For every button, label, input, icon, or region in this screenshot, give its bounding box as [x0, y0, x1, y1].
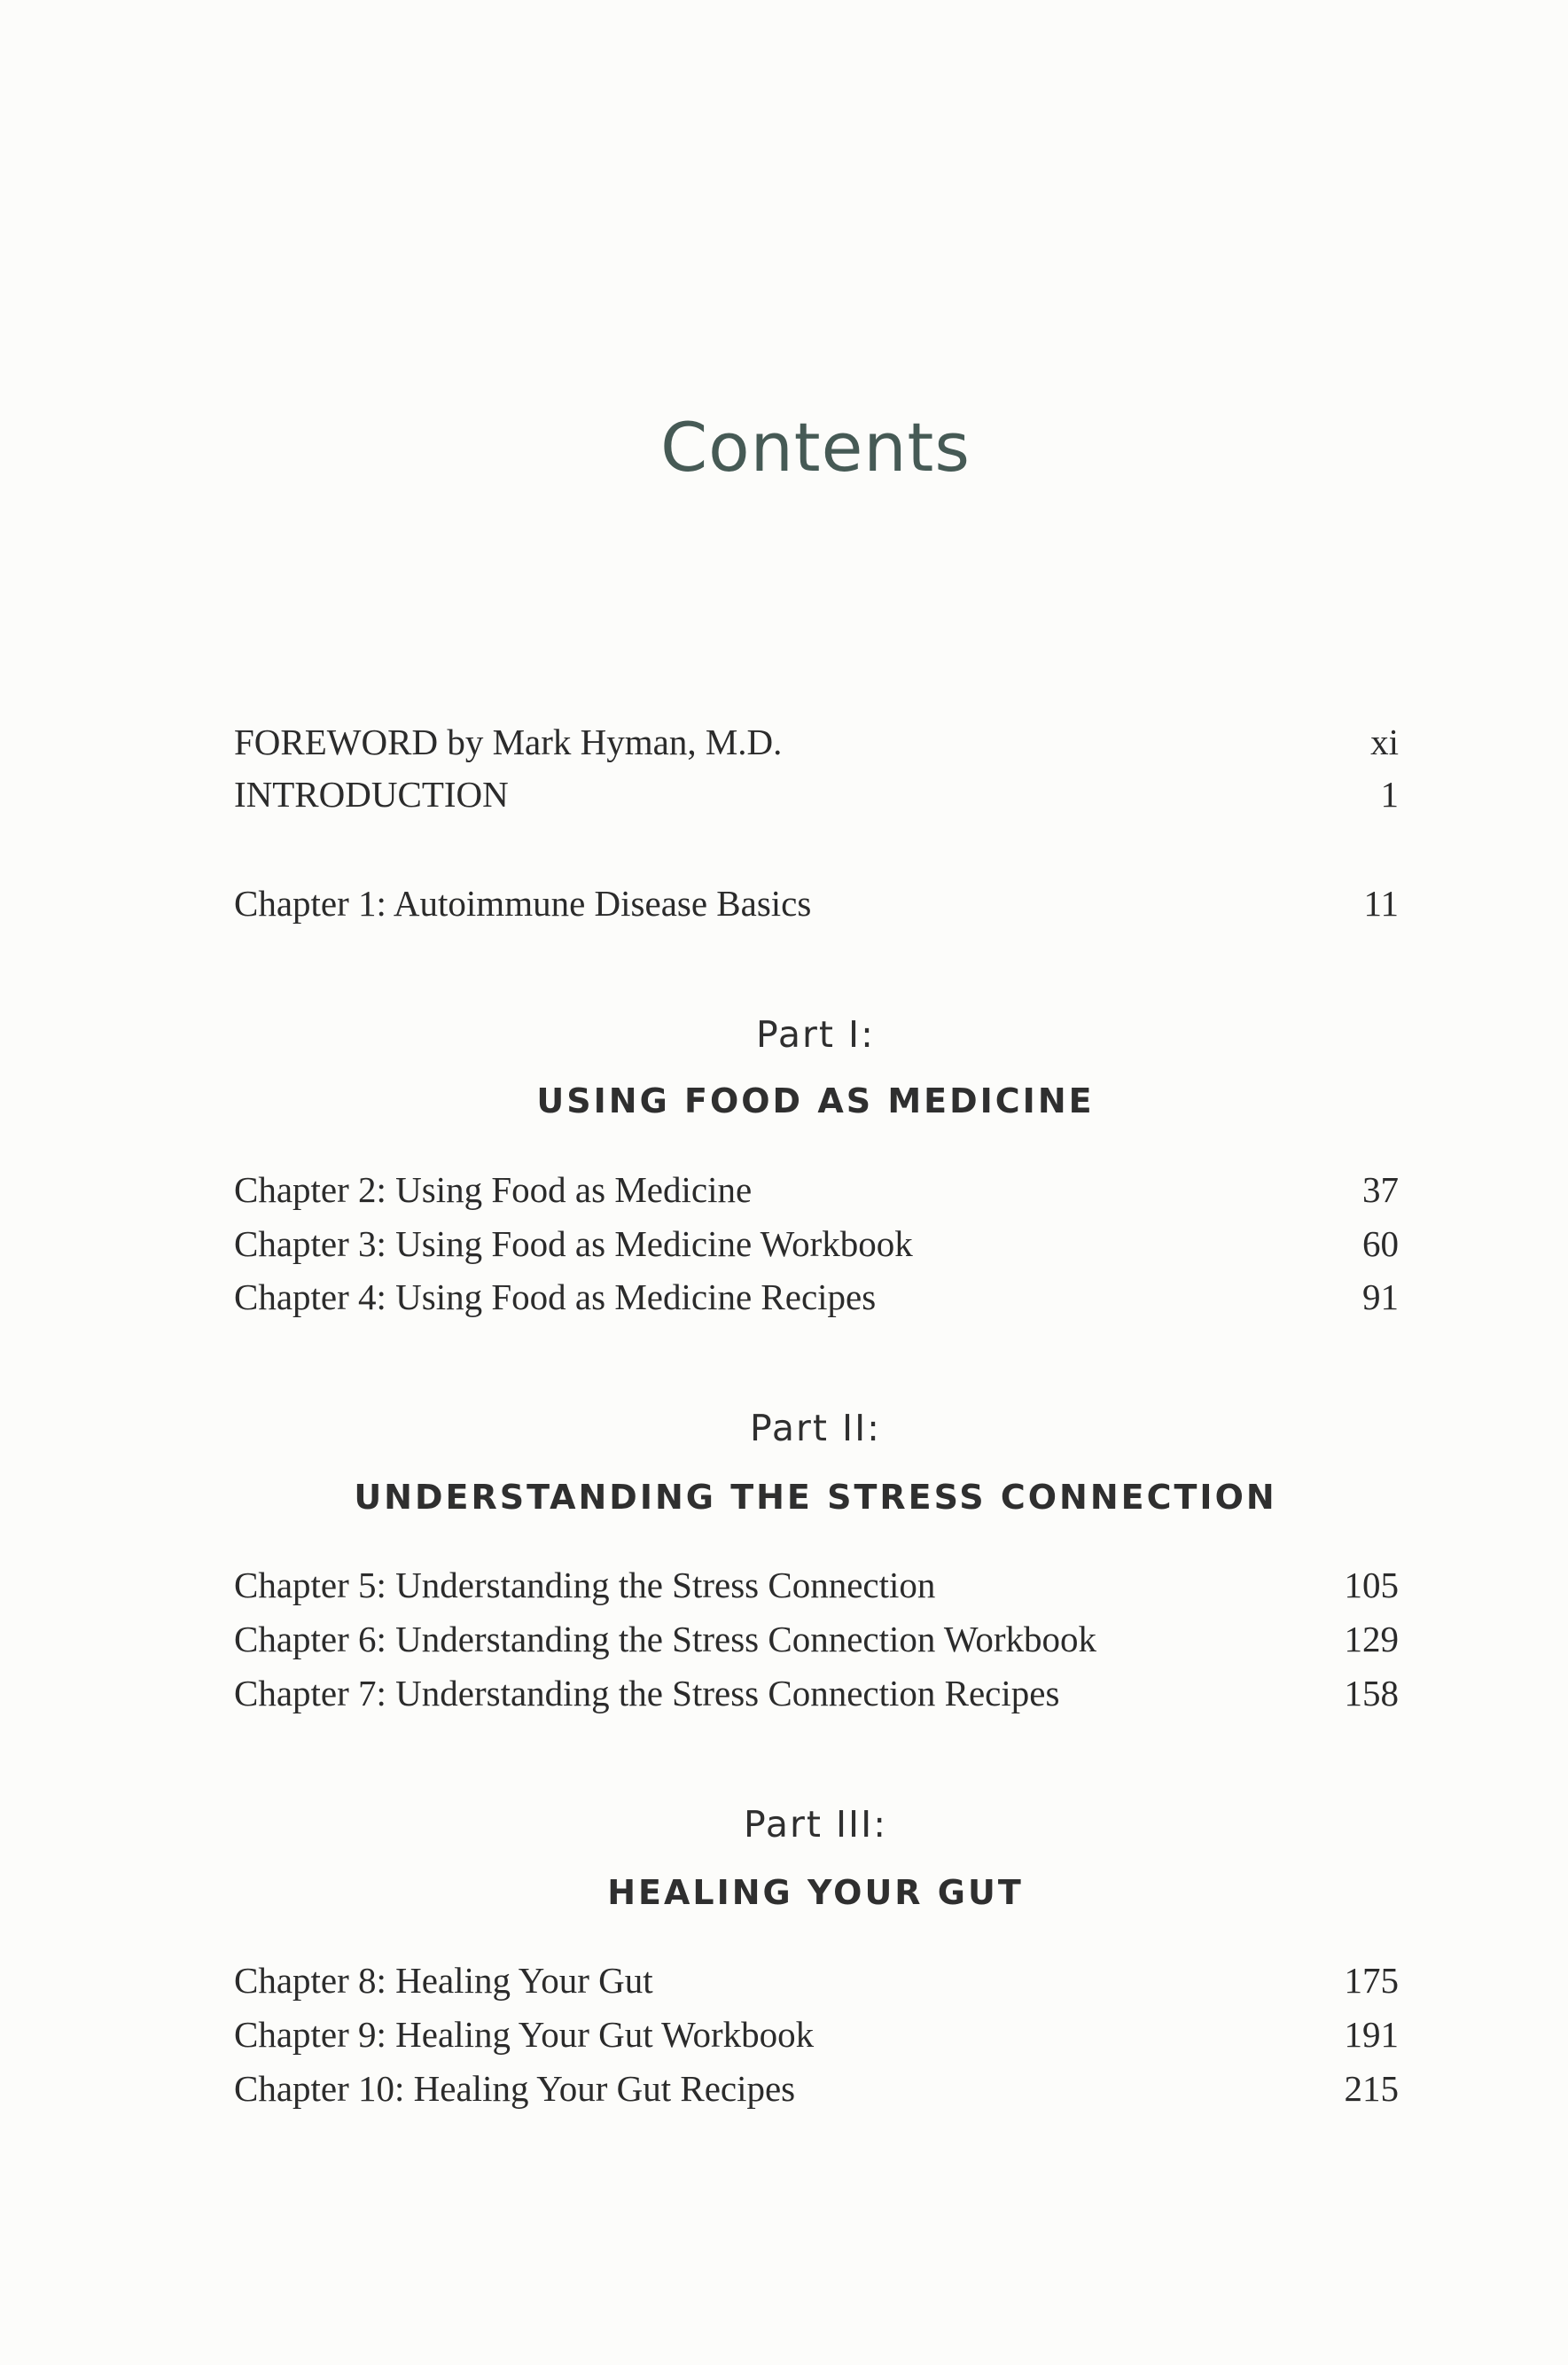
entry-page: 105 — [1344, 1565, 1399, 1605]
entry-label: Chapter 7: Understanding the Stress Connection Recipes — [234, 1673, 1060, 1713]
entry-label: Chapter 1: Autoimmune Disease Basics — [234, 883, 812, 924]
entry-page: 129 — [1344, 1619, 1399, 1659]
toc-entry — [234, 2008, 1399, 2061]
entry-page: 215 — [1344, 2068, 1399, 2109]
entry-label: Chapter 3: Using Food as Medicine Workbook — [234, 1223, 913, 1264]
entry-label: Chapter 6: Understanding the Stress Connection Workbook — [234, 1619, 1096, 1659]
toc-entry — [234, 877, 1399, 930]
toc-entry — [234, 1666, 1399, 1720]
entry-page: xi — [1370, 722, 1399, 762]
entry-page: 11 — [1363, 883, 1399, 924]
toc-entry — [234, 1612, 1399, 1666]
entry-label: Chapter 10: Healing Your Gut Recipes — [234, 2068, 796, 2109]
toc-entry — [234, 1954, 1399, 2007]
toc-entry — [234, 2062, 1399, 2115]
part-number: Part III: — [743, 1803, 888, 1846]
toc-entry — [234, 1558, 1399, 1612]
entry-label: Chapter 9: Healing Your Gut Workbook — [234, 2014, 815, 2055]
entry-label: Chapter 2: Using Food as Medicine — [234, 1169, 753, 1210]
toc-entry — [234, 1270, 1399, 1323]
part-name: UNDERSTANDING THE STRESS CONNECTION — [354, 1478, 1277, 1517]
entry-page: 191 — [1344, 2014, 1399, 2055]
entry-label: Chapter 5: Understanding the Stress Connection — [234, 1565, 936, 1605]
entry-page: 158 — [1344, 1673, 1399, 1713]
page-title: Contents — [660, 408, 971, 487]
part-number: Part I: — [756, 1013, 875, 1056]
entry-page: 91 — [1362, 1276, 1399, 1317]
entry-label: INTRODUCTION — [234, 774, 509, 815]
entry-label: Chapter 4: Using Food as Medicine Recipes — [234, 1276, 877, 1317]
entry-page: 60 — [1362, 1223, 1399, 1264]
toc-entry — [234, 1163, 1399, 1216]
part-name: USING FOOD AS MEDICINE — [536, 1081, 1095, 1120]
entry-page: 175 — [1344, 1960, 1399, 2001]
part-number: Part II: — [750, 1407, 881, 1449]
entry-page: 37 — [1362, 1169, 1399, 1210]
part-name: HEALING YOUR GUT — [607, 1873, 1024, 1912]
entry-label: FOREWORD by Mark Hyman, M.D. — [234, 722, 783, 762]
entry-label: Chapter 8: Healing Your Gut — [234, 1960, 653, 2001]
toc-entry — [234, 768, 1399, 821]
toc-entry — [234, 715, 1399, 769]
entry-page: 1 — [1380, 774, 1399, 815]
toc-entry — [234, 1217, 1399, 1270]
